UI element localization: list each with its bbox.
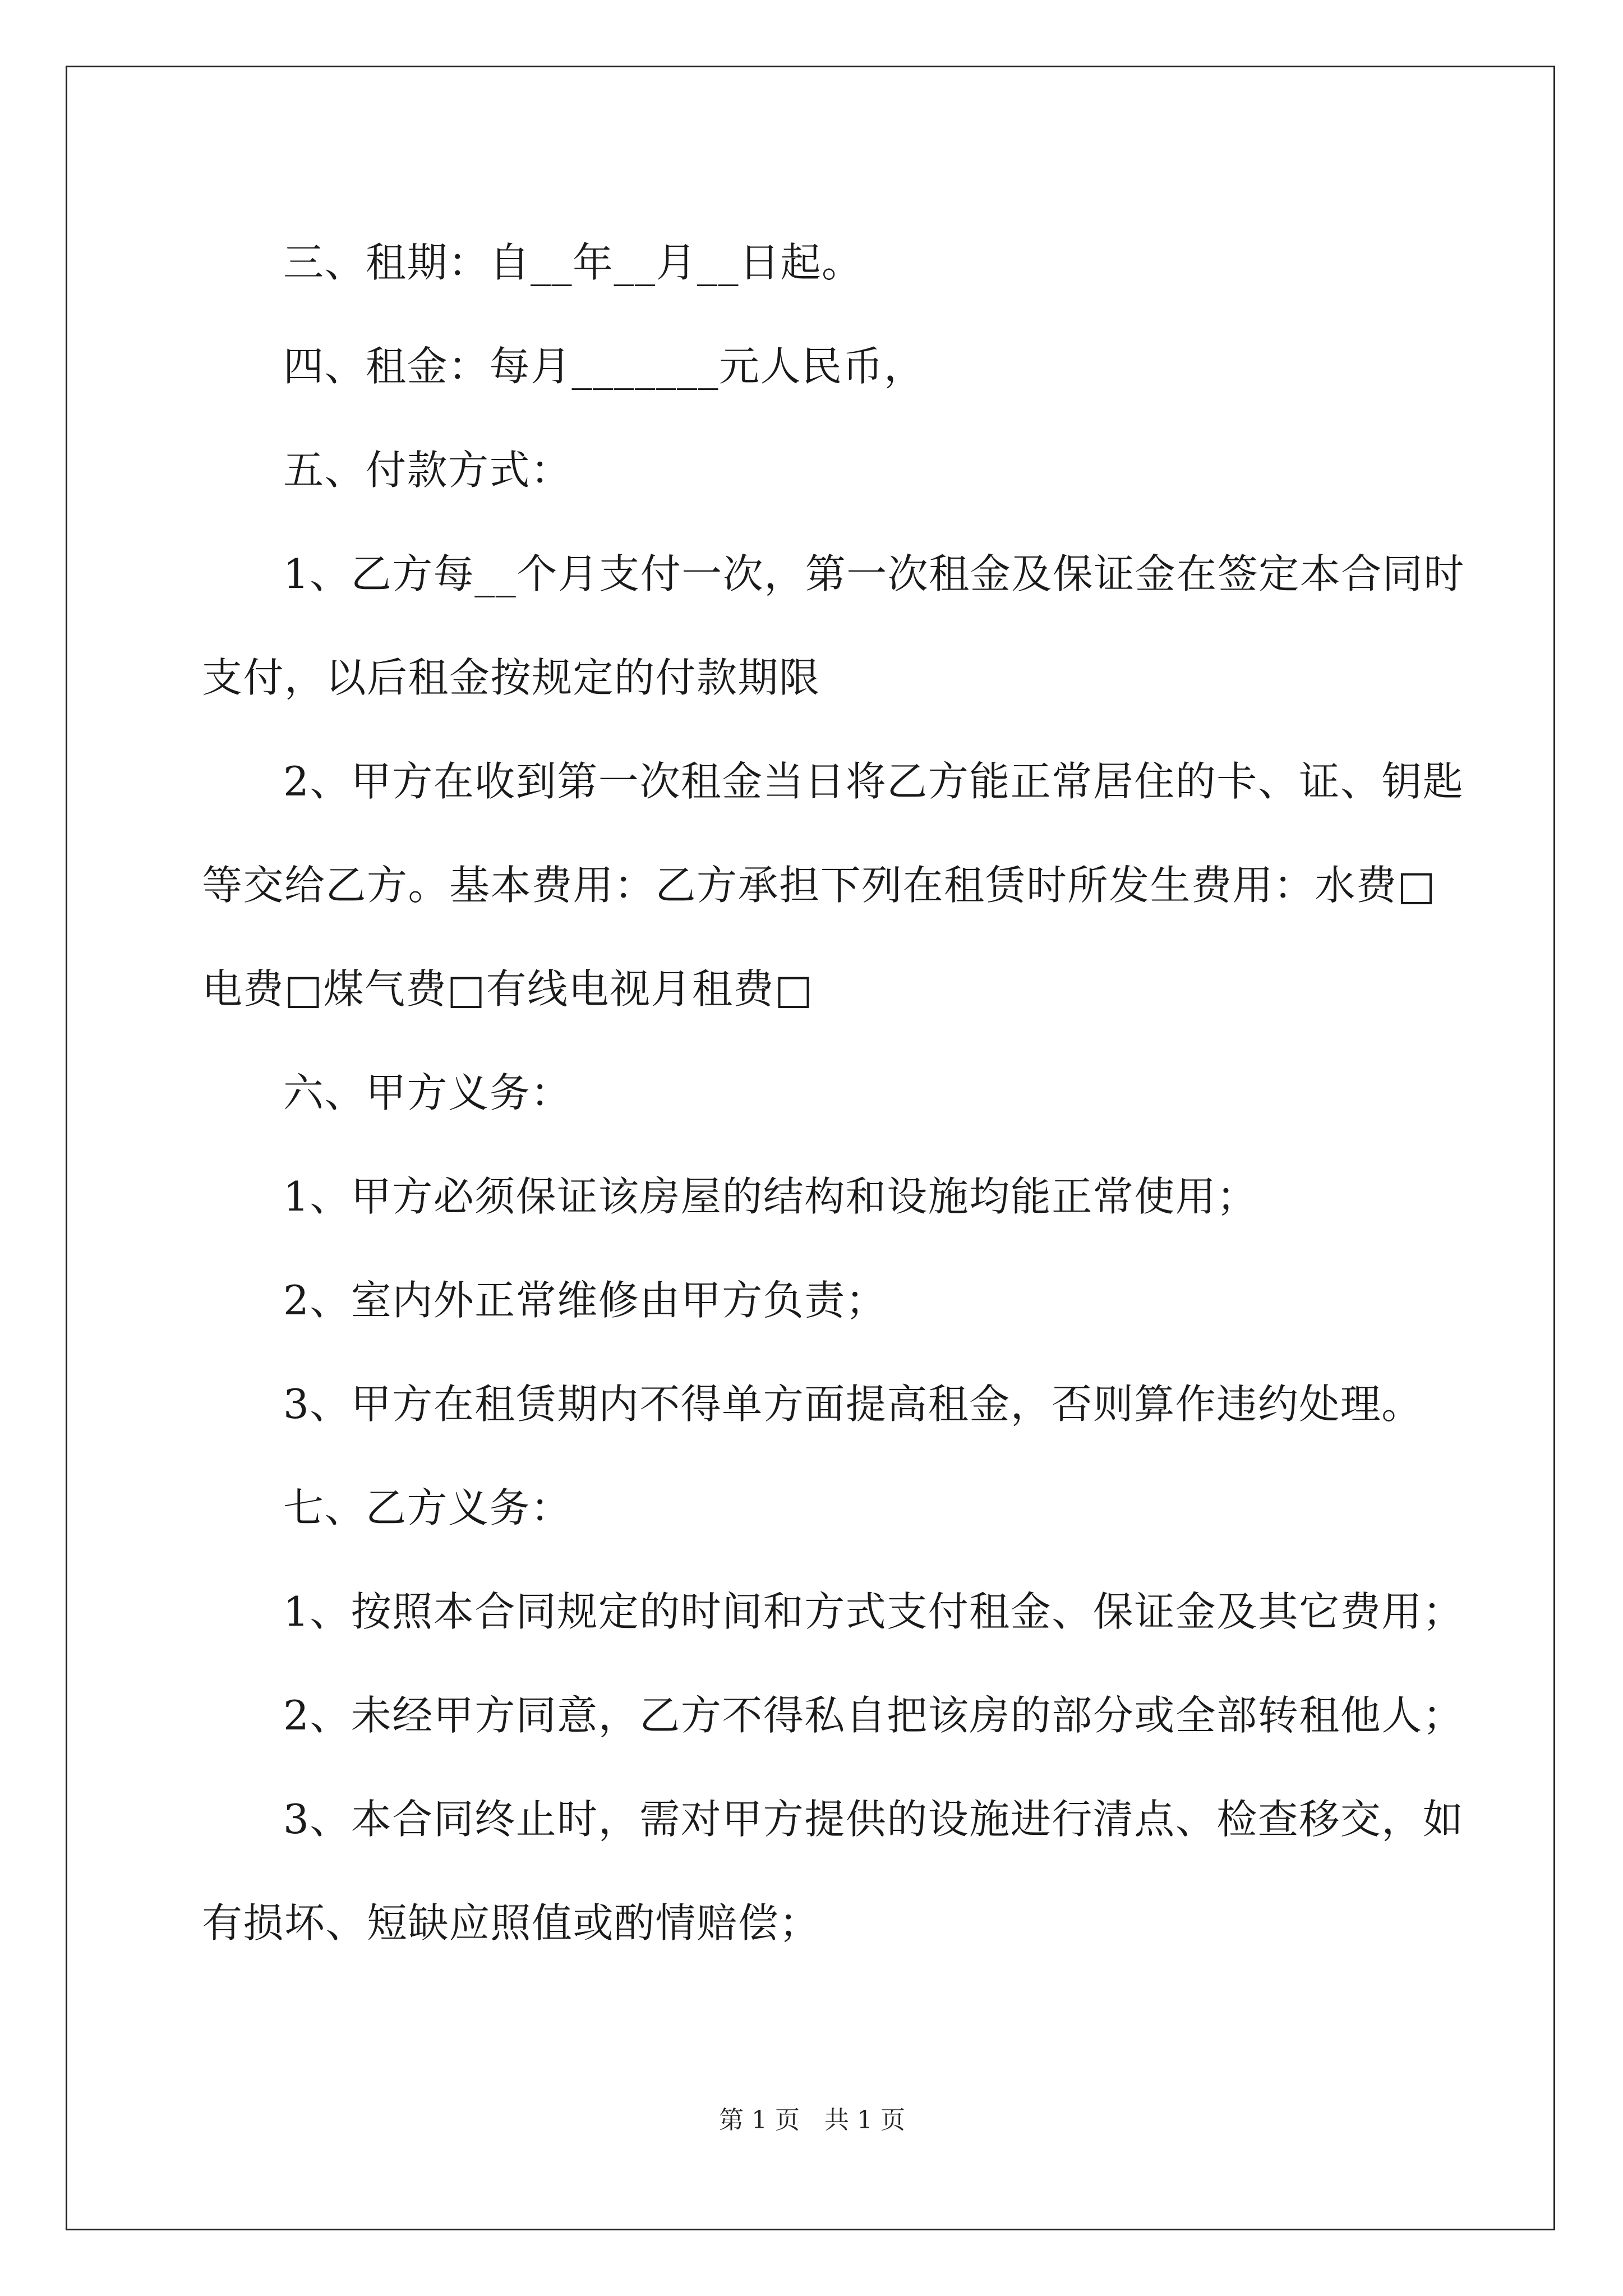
- text-line: 四、租金：每月_______元人民币，: [283, 343, 925, 390]
- page-footer: 第 1 页 共 1 页: [719, 2106, 905, 2134]
- text-line: 3、甲方在租赁期内不得单方面提高租金，否则算作违约处理。: [283, 1381, 1423, 1428]
- text-line: 1、按照本合同规定的时间和方式支付租金、保证金及其它费用；: [283, 1588, 1464, 1635]
- text-line: 五、付款方式：: [283, 447, 572, 494]
- text-line: 三、租期：自__年__月__日起。: [283, 239, 863, 286]
- text-line: 七、乙方义务：: [283, 1484, 572, 1531]
- text-line: 1、乙方每__个月支付一次，第一次租金及保证金在签定本合同时: [283, 550, 1465, 597]
- text-line: 有损坏、短缺应照值或酌情赔偿；: [202, 1899, 820, 1947]
- text-line: 3、本合同终止时，需对甲方提供的设施进行清点、检查移交，如: [283, 1796, 1464, 1843]
- page-frame: [66, 66, 1555, 2230]
- text-line: 2、甲方在收到第一次租金当日将乙方能正常居住的卡、证、钥匙: [283, 758, 1464, 805]
- text-line: 等交给乙方。基本费用：乙方承担下列在租赁时所发生费用：水费□: [202, 862, 1437, 909]
- text-line: 2、未经甲方同意，乙方不得私自把该房的部分或全部转租他人；: [283, 1692, 1464, 1739]
- text-line: 支付，以后租金按规定的付款期限: [202, 654, 820, 701]
- text-line: 1、甲方必须保证该房屋的结构和设施均能正常使用；: [283, 1173, 1258, 1220]
- text-line: 六、甲方义务：: [283, 1069, 572, 1116]
- text-line: 2、室内外正常维修由甲方负责；: [283, 1277, 887, 1324]
- text-line: 电费□煤气费□有线电视月租费□: [202, 965, 814, 1013]
